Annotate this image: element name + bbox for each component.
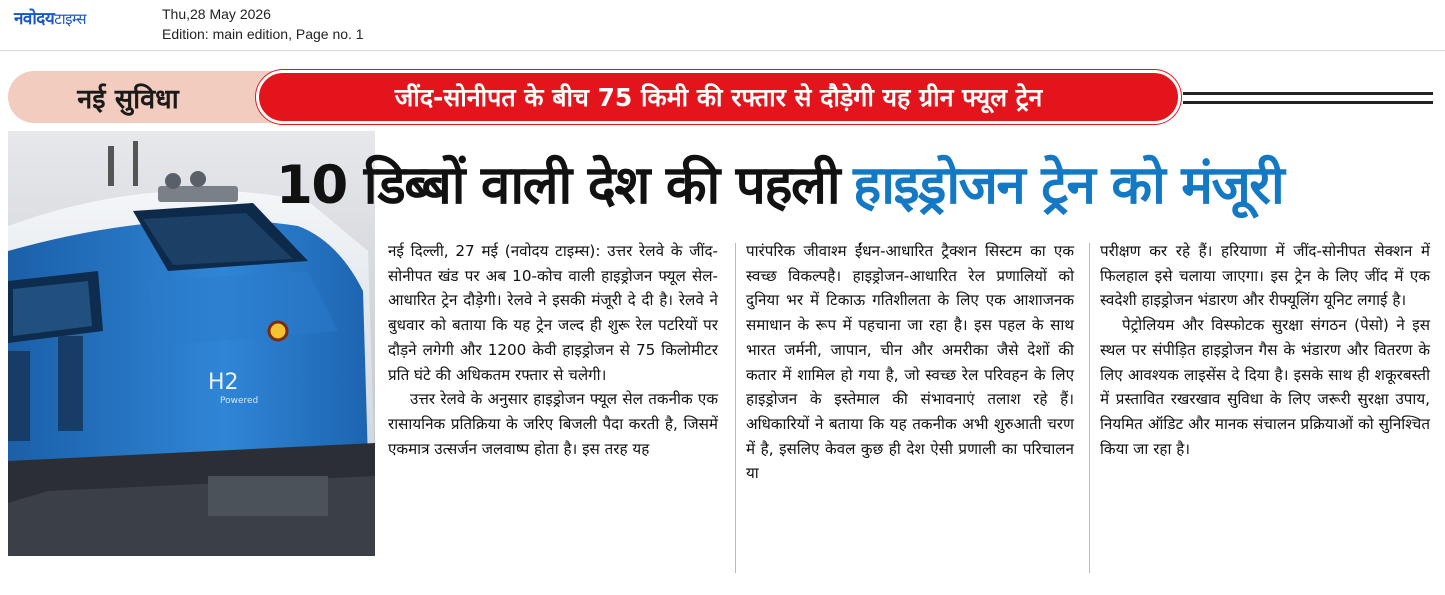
column-divider: [1089, 243, 1090, 573]
column-1-paragraph-2: उत्तर रेलवे के अनुसार हाइड्रोजन फ्यूल सेल तकनीक एक रासायनिक प्रतिक्रिया के जरिए बिजली पैदा करती है, जिसमें एकमात्र उत्सर्जन जलवाष्प होता है। इस तरह यह: [388, 390, 718, 458]
article-column-1: [388, 239, 718, 461]
main-headline: [276, 147, 1441, 225]
headline-part-black: 10 डिब्बों वाली देश की पहली: [276, 155, 840, 216]
strap-text: जींद-सोनीपत के बीच 75 किमी की रफ्तार से दौड़ेगी यह ग्रीन फ्यूल ट्रेन: [394, 83, 1043, 112]
article-column-2: [746, 239, 1074, 486]
column-3-paragraph-2: पेट्रोलियम और विस्फोटक सुरक्षा संगठन (पेसो) ने इस स्थल पर संपीड़ित हाइड्रोजन गैस के भंडारण और वितरण के लिए आवश्यक लाइसेंस दे दिया है। इसके साथ ही शकूरबस्ती में प्रस्तावित रखरखाव सुविधा के लिए जरूरी सुरक्षा उपाय, नियमित ऑडिट और मानक संचालन प्रक्रियाओं को सुनिश्चित किया जा रहा है।: [1100, 316, 1430, 458]
edition-info: Edition: main edition, Page no. 1: [162, 26, 364, 42]
column-divider: [735, 243, 736, 573]
epaper-header: [0, 0, 1445, 50]
h2-badge: H2: [208, 370, 239, 395]
article-column-3: [1100, 239, 1430, 461]
decorative-rules: [1183, 92, 1433, 104]
edition-meta: [162, 4, 364, 44]
kicker-label: [8, 71, 288, 123]
news-clipping: [0, 50, 1445, 595]
column-3-paragraph-1: परीक्षण कर रहे हैं। हरियाणा में जींद-सोनीपत सेक्शन में फिलहाल इसे चलाया जाएगा। इस ट्रेन के लिए जींद में एक स्वदेशी हाइड्रोजन भंडारण और रीफ्यूलिंग यूनिट लगाई है।: [1100, 242, 1430, 310]
newspaper-logo[interactable]: [14, 6, 86, 29]
edition-date: Thu,28 May 2026: [162, 6, 271, 22]
h2-powered-label: Powered: [220, 396, 259, 406]
column-1-paragraph-1: नई दिल्ली, 27 मई (नवोदय टाइम्स): उत्तर रेलवे के जींद-सोनीपत खंड पर अब 10-कोच वाली हाइड्रोजन फ्यूल सेल-आधारित ट्रेन दौड़ेगी। रेलवे ने इसकी मंजूरी दे दी है। रेलवे ने बुधवार को बताया कि यह ट्रेन जल्द ही शुरू रेल पटरियों पर दौड़ने लगेगी और 1200 केवी हाइड्रोजन से 75 किलोमीटर प्रति घंटे की अधिकतम रफ्तार से चलेगी।: [388, 242, 718, 384]
logo-main: नवोदय: [14, 9, 55, 29]
headline-part-blue: हाइड्रोजन ट्रेन को मंजूरी: [853, 155, 1284, 216]
column-2-paragraph-1: पारंपरिक जीवाश्म ईंधन-आधारित ट्रैक्शन सिस्टम का एक स्वच्छ विकल्पहै। हाइड्रोजन-आधारित रेल प्रणालियों को दुनिया भर में टिकाऊ गतिशीलता के लिए एक आशाजनक समाधान के रूप में पहचाना जा रहा है। इस पहल के साथ भारत जर्मनी, जापान, चीन और अमरीका जैसे देशों की कतार में शामिल हो गया है, जो स्वच्छ रेल परिवहन के लिए हाइड्रोजन के इस्तेमाल की संभावनाएं तलाश रहे हैं। अधिकारियों ने बताया कि यह तकनीक अभी शुरुआती चरण में है, इसलिए केवल कुछ ही देश ऐसी प्रणाली का परिचालन या: [746, 242, 1074, 483]
kicker-text: नई सुविधा: [77, 83, 179, 115]
logo-sub: टाइम्स: [54, 10, 87, 28]
strap-headline: [256, 70, 1181, 124]
